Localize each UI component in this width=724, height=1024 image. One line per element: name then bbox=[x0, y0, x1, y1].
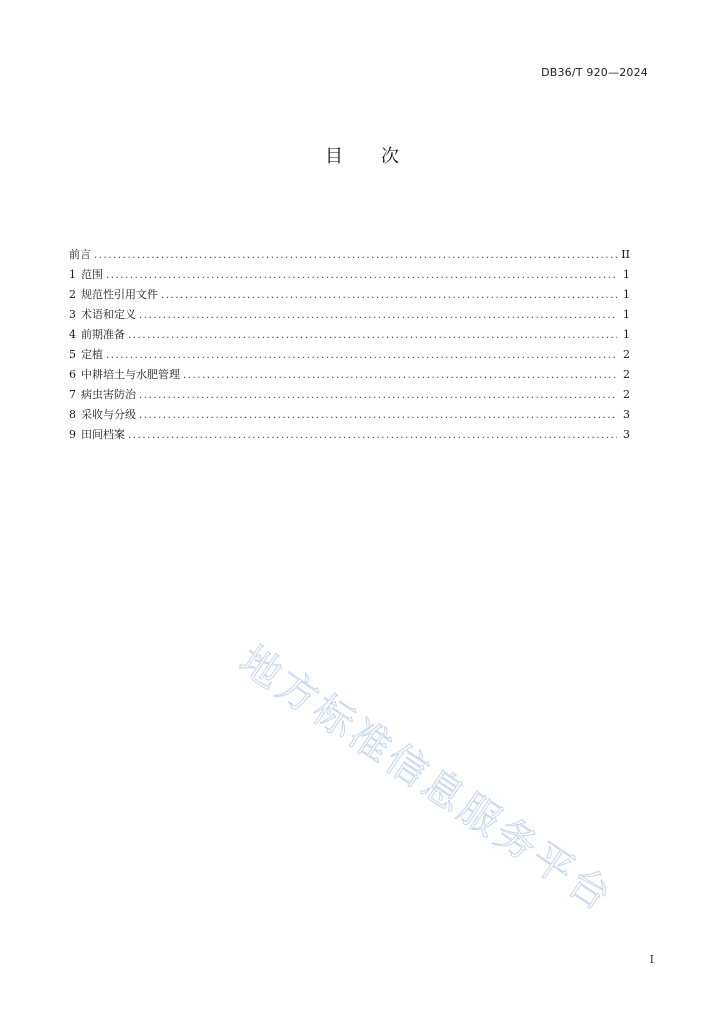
toc-item-label: 中耕培土与水肥管理 bbox=[81, 368, 180, 381]
toc-item-label: 前期准备 bbox=[81, 328, 125, 341]
toc-leader-dots bbox=[183, 366, 617, 385]
toc-item-label: 定植 bbox=[81, 348, 103, 361]
toc-leader-dots bbox=[139, 306, 617, 325]
toc-leader-dots bbox=[106, 266, 617, 285]
document-code: DB36/T 920—2024 bbox=[541, 66, 648, 79]
toc-item-normative-references[interactable] bbox=[69, 285, 630, 305]
toc-item-number: 8 bbox=[69, 408, 76, 421]
toc-item-cultivation-management[interactable] bbox=[69, 365, 630, 385]
toc-leader-dots bbox=[139, 386, 617, 405]
toc-item-number: 3 bbox=[69, 308, 76, 321]
toc-item-planting[interactable] bbox=[69, 345, 630, 365]
toc-item-number: 2 bbox=[69, 288, 76, 301]
toc-item-label: 范围 bbox=[81, 268, 103, 281]
toc-item-harvest-grading[interactable] bbox=[69, 405, 630, 425]
title-char-1: 目 bbox=[325, 146, 343, 167]
toc-item-page: 2 bbox=[623, 368, 630, 381]
toc-item-number: 6 bbox=[69, 368, 76, 381]
toc-item-label: 规范性引用文件 bbox=[81, 288, 158, 301]
toc-item-page: 2 bbox=[623, 348, 630, 361]
toc-item-pest-control[interactable] bbox=[69, 385, 630, 405]
toc-item-label: 田间档案 bbox=[81, 428, 125, 441]
page-number: I bbox=[649, 953, 654, 966]
toc-leader-dots bbox=[128, 326, 617, 345]
toc-item-number: 1 bbox=[69, 268, 76, 281]
toc-item-foreword[interactable] bbox=[69, 245, 630, 265]
title-char-2: 次 bbox=[381, 146, 399, 167]
toc-item-page: 3 bbox=[623, 408, 630, 421]
toc-item-page: 1 bbox=[623, 268, 630, 281]
toc-item-number: 9 bbox=[69, 428, 76, 441]
toc-item-number: 5 bbox=[69, 348, 76, 361]
toc-item-number: 4 bbox=[69, 328, 76, 341]
toc-item-page: 1 bbox=[623, 288, 630, 301]
page-title bbox=[0, 142, 724, 168]
toc-leader-dots bbox=[161, 286, 617, 305]
toc-item-page: 1 bbox=[623, 308, 630, 321]
toc-leader-dots bbox=[94, 246, 617, 265]
toc-item-page: II bbox=[621, 248, 630, 261]
toc-item-label: 病虫害防治 bbox=[81, 388, 136, 401]
toc-item-page: 3 bbox=[623, 428, 630, 441]
toc-item-terms-definitions[interactable] bbox=[69, 305, 630, 325]
table-of-contents bbox=[69, 245, 630, 445]
toc-item-page: 2 bbox=[623, 388, 630, 401]
toc-leader-dots bbox=[106, 346, 617, 365]
toc-item-label: 术语和定义 bbox=[81, 308, 136, 321]
toc-item-number: 7 bbox=[69, 388, 76, 401]
toc-item-field-records[interactable] bbox=[69, 425, 630, 445]
toc-leader-dots bbox=[139, 406, 617, 425]
toc-item-scope[interactable] bbox=[69, 265, 630, 285]
toc-leader-dots bbox=[128, 426, 617, 445]
toc-item-preparation[interactable] bbox=[69, 325, 630, 345]
toc-item-label: 采收与分级 bbox=[81, 408, 136, 421]
toc-item-page: 1 bbox=[623, 328, 630, 341]
watermark: 地方标准信息服务平台 bbox=[231, 637, 622, 922]
toc-item-label: 前言 bbox=[69, 248, 91, 261]
